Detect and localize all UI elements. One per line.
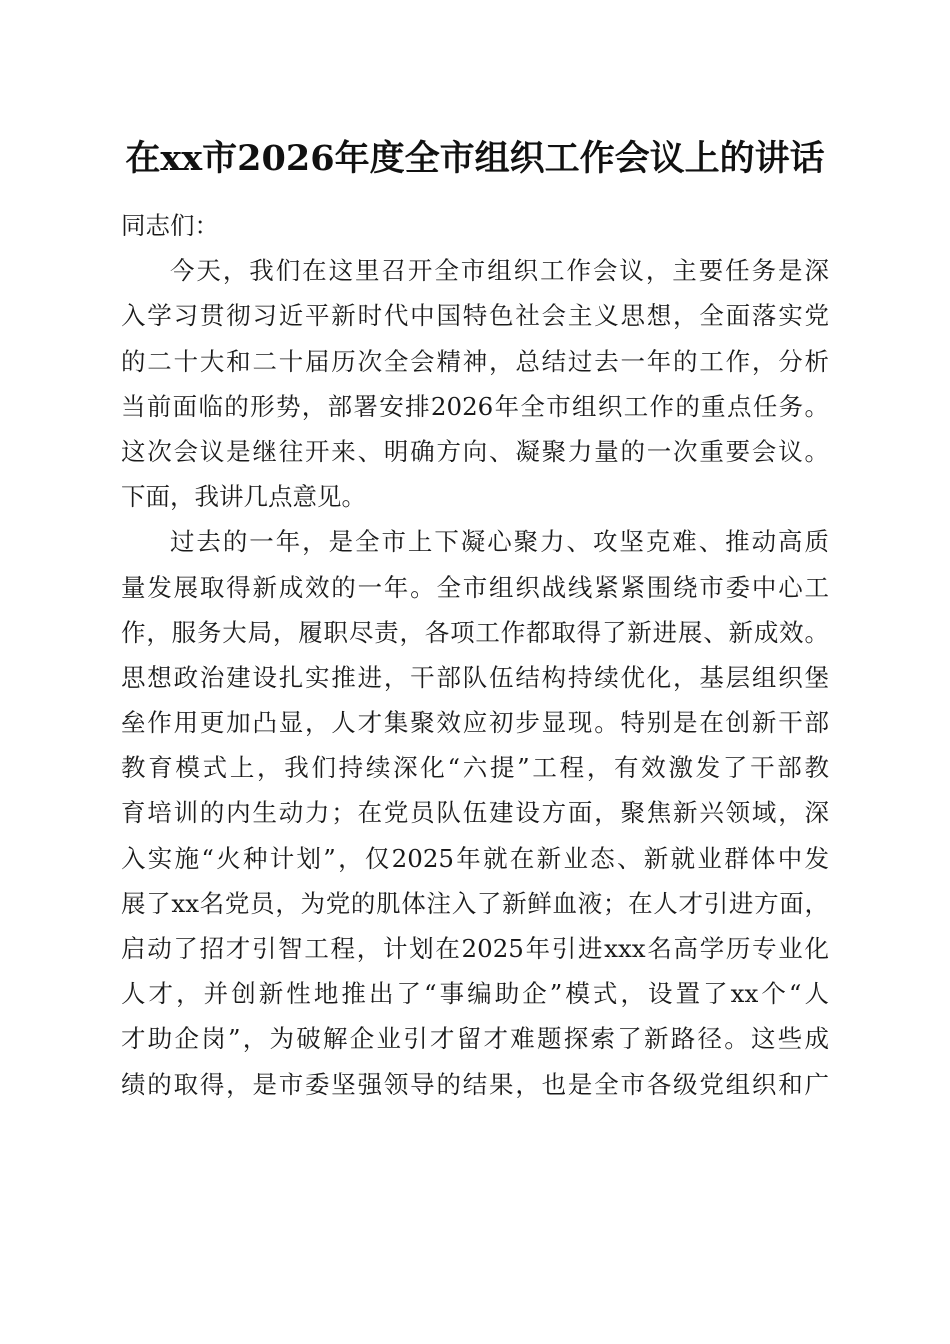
paragraph-line: 才助企岗”，为破解企业引才留才难题探索了新路径。这些成: [121, 1024, 829, 1054]
paragraph-line: 下面，我讲几点意见。: [121, 482, 366, 512]
paragraph-line: 过去的一年，是全市上下凝心聚力、攻坚克难、推动高质: [170, 527, 829, 557]
paragraph-line: 绩的取得，是市委坚强领导的结果，也是全市各级党组织和广: [121, 1069, 829, 1099]
paragraph-line: 入实施“火种计划”，仅2025年就在新业态、新就业群体中发: [121, 843, 829, 873]
paragraph-line: 展了xx名党员，为党的肌体注入了新鲜血液；在人才引进方面，: [121, 888, 829, 918]
paragraph-line: 人才，并创新性地推出了“事编助企”模式，设置了xx个“人: [121, 979, 829, 1009]
paragraph-line: 量发展取得新成效的一年。全市组织战线紧紧围绕市委中心工: [121, 572, 829, 602]
document-title: 在xx市2026年度全市组织工作会议上的讲话: [125, 138, 825, 179]
salutation: 同志们：: [121, 211, 219, 240]
paragraph-line: 今天，我们在这里召开全市组织工作会议，主要任务是深: [170, 256, 829, 286]
paragraph-line: 这次会议是继往开来、明确方向、凝聚力量的一次重要会议。: [121, 436, 829, 466]
paragraph-line: 育培训的内生动力；在党员队伍建设方面，聚焦新兴领域，深: [121, 798, 829, 828]
paragraph-line: 的二十大和二十届历次全会精神，总结过去一年的工作，分析: [121, 346, 829, 376]
paragraph-line: 入学习贯彻习近平新时代中国特色社会主义思想，全面落实党: [121, 301, 829, 331]
paragraph-line: 作，服务大局，履职尽责，各项工作都取得了新进展、新成效。: [121, 617, 829, 647]
paragraph-line: 垒作用更加凸显，人才集聚效应初步显现。特别是在创新干部: [121, 708, 829, 738]
paragraph-line: 思想政治建设扎实推进，干部队伍结构持续优化，基层组织堡: [121, 662, 829, 692]
paragraph-2: [121, 519, 829, 1106]
paragraph-line: 教育模式上，我们持续深化“六提”工程，有效激发了干部教: [121, 753, 829, 783]
paragraph-line: 启动了招才引智工程，计划在2025年引进xxx名高学历专业化: [121, 934, 829, 963]
paragraph-1: [121, 248, 829, 519]
document-body: [121, 203, 829, 1107]
paragraph-line: 当前面临的形势，部署安排2026年全市组织工作的重点任务。: [121, 391, 829, 421]
